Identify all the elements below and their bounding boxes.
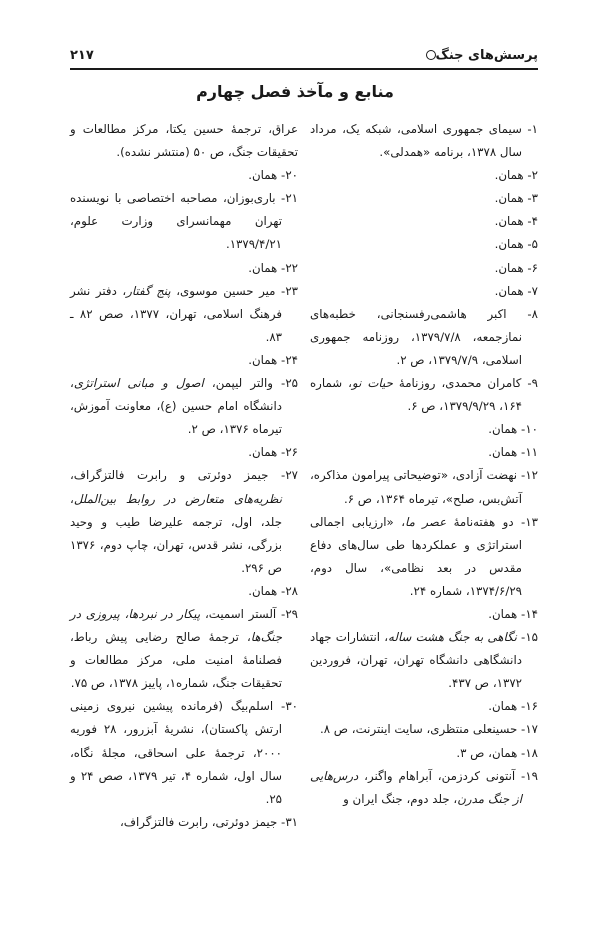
note-italic-title: نگاهی به جنگ هشت ساله (388, 630, 517, 645)
note-italic-title: عصر ما (405, 514, 447, 529)
note-text: همان. (248, 168, 282, 183)
note-text: اکبر هاشمی‌رفسنجانی، خطبه‌های نمازجمعه، ۱۳۷۹/۷/۸، روزنامه جمهوری اسلامی، ۱۳۷۹/۷/۹، ص ۲. (310, 306, 528, 367)
note-text: همان. (494, 168, 528, 183)
reference-note (310, 280, 538, 303)
reference-note (310, 742, 538, 765)
note-text: ، ترجمهٔ صالح رضایی پیش رباط، فصلنامهٔ امنیت ملی، مرکز مطالعات و تحقیقات جنگ، شماره۱، پاییز ۱۳۷۸، ص ۷۵. (70, 630, 282, 691)
note-text: همان. (248, 583, 282, 598)
note-number: ۸- (527, 306, 538, 321)
reference-note (70, 118, 298, 164)
note-text: جیمز دوئرتی و رابرت فالتزگراف، (70, 468, 282, 483)
note-italic-title: پنج گفتار (126, 283, 171, 298)
note-text: ، دفتر نشر فرهنگ اسلامی، تهران، ۱۳۷۷، صص ۸۲ ـ ۸۳. (70, 283, 282, 344)
reference-note (310, 164, 538, 187)
note-number: ۱۱- (521, 445, 538, 460)
note-text: آنتونی کردزمن، آبراهام واگنر، (358, 768, 522, 783)
note-number: ۱- (527, 122, 538, 136)
note-number: ۱۲- (521, 468, 538, 483)
note-number: ۳- (527, 191, 538, 206)
page-number: ۲۱۷ (70, 48, 94, 63)
note-number: ۲۸- (281, 583, 298, 598)
note-text: ، جلد دوم، جنگ ایران و (343, 791, 458, 806)
note-number: ۲۵- (281, 376, 298, 391)
note-number: ۶- (527, 260, 538, 275)
note-text: همان. (488, 445, 522, 460)
reference-note (70, 187, 298, 256)
reference-note (310, 603, 538, 626)
reference-note (310, 511, 538, 603)
note-number: ۱۸- (521, 745, 538, 760)
reference-note (310, 765, 538, 811)
note-number: ۲۱- (281, 191, 298, 206)
note-number: ۲۳- (281, 283, 298, 298)
note-number: ۲۶- (281, 445, 298, 460)
reference-note (70, 280, 298, 349)
note-text: ، دانشگاه امام حسین (ع)، معاونت آموزش، تیرماه ۱۳۷۶، ص ۲. (70, 376, 282, 437)
note-italic-title: درس‌هایی از جنگ مدرن (310, 768, 522, 806)
note-text: ، «ارزیابی اجمالی استراتژی و عملکردها طی سال‌های دفاع مقدس در بعد نظامی»، سال دوم، ۱۳۷۴/۶/۲۹، شماره ۲۴. (310, 514, 522, 598)
note-italic-title: اصول و مبانی استراتژی (73, 376, 204, 391)
reference-note (70, 257, 298, 280)
note-text: همان. (488, 422, 522, 437)
note-text: والتر لیپمن، (203, 376, 282, 391)
note-text: همان. (494, 237, 528, 252)
note-number: ۱۹- (521, 768, 538, 783)
note-text: عراق، ترجمهٔ حسین یکتا، مرکز مطالعات و تحقیقات جنگ، ص ۵۰ (منتشر نشده). (70, 122, 298, 160)
note-number: ۹- (527, 376, 539, 391)
note-text: همان. (488, 699, 522, 714)
note-text: کامران محمدی، روزنامهٔ (392, 376, 528, 391)
reference-note (310, 695, 538, 718)
note-text: همان. (488, 606, 522, 621)
reference-note (70, 603, 298, 695)
note-text: جیمز دوئرتی، رابرت فالتزگراف، (119, 814, 282, 829)
note-italic-title: نظریه‌های متعارض در روابط بین‌الملل (73, 491, 282, 506)
notes-column-left (70, 118, 298, 834)
reference-note (310, 464, 538, 510)
note-text: آلستر اسمیت، (200, 606, 282, 621)
chapter-title: منابع و مآخذ فصل چهارم (196, 82, 394, 101)
reference-note (70, 811, 298, 834)
note-number: ۴- (527, 214, 538, 229)
note-number: ۱۴- (521, 606, 538, 621)
note-text: ، شماره ۱۶۴، ۱۳۷۹/۹/۲۹، ص ۶. (310, 376, 522, 414)
note-number: ۳۱- (281, 814, 298, 829)
note-text: دو هفته‌نامهٔ (446, 514, 522, 529)
note-text: ، جلد، اول، ترجمه علیرضا طیب و وحید بزرگی، نشر قدس، تهران، چاپ دوم، ۱۳۷۶ ص ۲۹۶. (70, 491, 282, 575)
note-text: ، انتشارات جهاد دانشگاهی دانشگاه تهران، تهران، فروردین ۱۳۷۲، ص ۴۳۷. (310, 630, 522, 691)
reference-note (310, 187, 538, 210)
note-text: همان. (248, 352, 282, 367)
note-number: ۲۴- (281, 352, 298, 367)
note-number: ۲- (527, 168, 538, 183)
reference-note (310, 418, 538, 441)
note-number: ۳۰- (281, 699, 298, 714)
reference-note (70, 441, 298, 464)
note-text: همان. (494, 214, 528, 229)
note-text: اسلم‌بیگ (فرمانده پیشین نیروی زمینی ارتش پاکستان)، نشریهٔ آبزرور، ۲۸ فوریه ۲۰۰۰، ترجمهٔ علی اسحاقی، مجلهٔ نگاه، سال اول، شماره ۴، تیر ۱۳۷۹، صص ۲۴ و ۲۵. (70, 699, 282, 806)
reference-note (310, 118, 538, 164)
circle-bullet-icon (426, 50, 436, 60)
reference-note (310, 441, 538, 464)
note-text: همان. (248, 445, 282, 460)
reference-note (70, 464, 298, 579)
notes-column-right (310, 118, 538, 811)
note-number: ۵- (527, 237, 538, 252)
reference-note (310, 718, 538, 741)
note-text: نهضت آزادی، «توضیحاتی پیرامون مذاکره، آتش‌بس، صلح»، تیرماه ۱۳۶۴، ص ۶. (310, 468, 522, 506)
reference-note (70, 349, 298, 372)
reference-note (310, 210, 538, 233)
reference-note (70, 372, 298, 441)
note-text: باری‌بوزان، مصاحبه اختصاصی با نویسنده تهران مهمانسرای وزارت علوم، ۱۳۷۹/۴/۲۱. (70, 191, 282, 252)
note-number: ۲۰- (281, 168, 298, 183)
reference-note (310, 233, 538, 256)
running-header (70, 44, 538, 70)
note-number: ۱۳- (521, 514, 538, 529)
note-italic-title: حیات نو (351, 376, 393, 391)
reference-note (70, 164, 298, 187)
note-number: ۲۹- (281, 606, 298, 621)
note-number: ۷- (527, 283, 538, 298)
reference-note (310, 303, 538, 372)
header-rule (70, 68, 538, 70)
book-title-text: پرسش‌های جنگ (435, 48, 538, 63)
note-text: همان. (494, 191, 528, 206)
note-text: سیمای جمهوری اسلامی، شبکه یک، مرداد سال ۱۳۷۸، برنامه «همدلی». (310, 122, 528, 160)
note-text: همان. (494, 283, 528, 298)
note-text: حسینعلی منتظری، سایت اینترنت، ص ۸. (319, 722, 522, 737)
reference-note (310, 372, 538, 418)
note-text: همان، ص ۳. (456, 745, 522, 760)
reference-note (70, 695, 298, 810)
note-text: میر حسین موسوی، (170, 283, 282, 298)
note-text: همان. (248, 260, 282, 275)
note-italic-title: پیکار در نبردها، پیروزی در جنگ‌ها (70, 606, 282, 645)
reference-note (70, 580, 298, 603)
note-number: ۲۲- (281, 260, 298, 275)
note-text: همان. (494, 260, 528, 275)
running-header-title (420, 48, 538, 63)
note-number: ۱۷- (521, 722, 538, 737)
note-number: ۱۶- (521, 699, 538, 714)
reference-note (310, 626, 538, 695)
note-number: ۱۰- (521, 422, 538, 437)
note-number: ۲۷- (281, 468, 298, 483)
reference-note (310, 257, 538, 280)
note-number: ۱۵- (521, 630, 538, 645)
